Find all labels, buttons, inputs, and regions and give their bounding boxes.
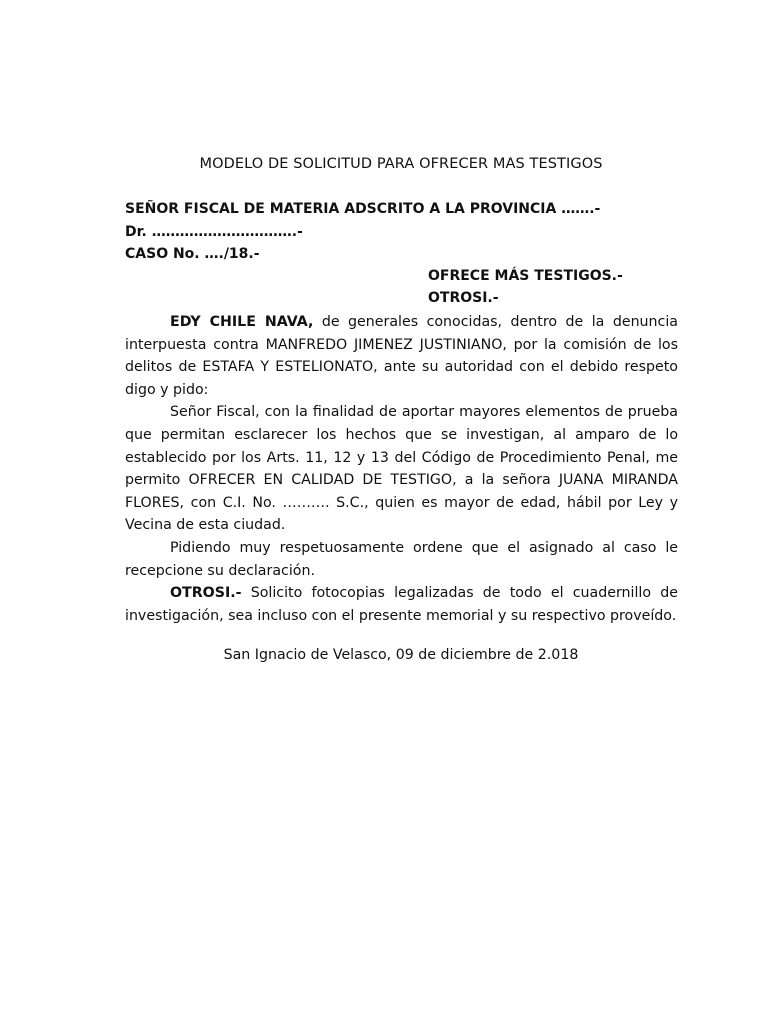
document-body (125, 311, 678, 627)
paragraph-witness-offer: Señor Fiscal, con la finalidad de aportar mayores elementos de prueba que permitan esclarecer los hechos que se investigan, al amparo de lo establecido por los Arts. 11, 12 y 13 del Código de Procedimiento Penal, me permito OFRECER EN CALIDAD DE TESTIGO, a la señora JUANA MIRANDA FLORES, con C.I. No. ………. S.C., quien es mayor de edad, hábil por Ley y Vecina de esta ciudad. (125, 404, 678, 534)
subject-line-otrosi: OTROSI.- (428, 290, 499, 306)
paragraph-request: Pidiendo muy respetuosamente ordene que el asignado al caso le recepcione su declaración. (125, 539, 678, 579)
paragraph-otrosi (125, 582, 678, 627)
addressee-line: SEÑOR FISCAL DE MATERIA ADSCRITO A LA PROVINCIA …….- (125, 201, 601, 217)
otrosi-label: OTROSI.- (170, 585, 242, 602)
paragraph-introduction (125, 311, 678, 401)
introduction-text: de generales conocidas, dentro de la denuncia interpuesta contra MANFREDO JIMENEZ JUSTINIANO, por la comisión de los delitos de ESTAFA Y ESTELIONATO, ante su autoridad con el debido respeto digo y pido: (125, 314, 678, 398)
otrosi-text: Solicito fotocopias legalizadas de todo el cuadernillo de investigación, sea incluso con el presente memorial y su respectivo proveído. (125, 585, 678, 624)
subject-line-witnesses: OFRECE MÁS TESTIGOS.- (428, 268, 623, 284)
document-title: MODELO DE SOLICITUD PARA OFRECER MAS TESTIGOS (199, 156, 603, 172)
petitioner-name: EDY CHILE NAVA, (170, 314, 314, 330)
place-and-date: San Ignacio de Velasco, 09 de diciembre de 2.018 (223, 647, 579, 663)
doctor-line: Dr. ………………………….- (125, 224, 303, 240)
case-number-line: CASO No. …./18.- (125, 246, 260, 262)
